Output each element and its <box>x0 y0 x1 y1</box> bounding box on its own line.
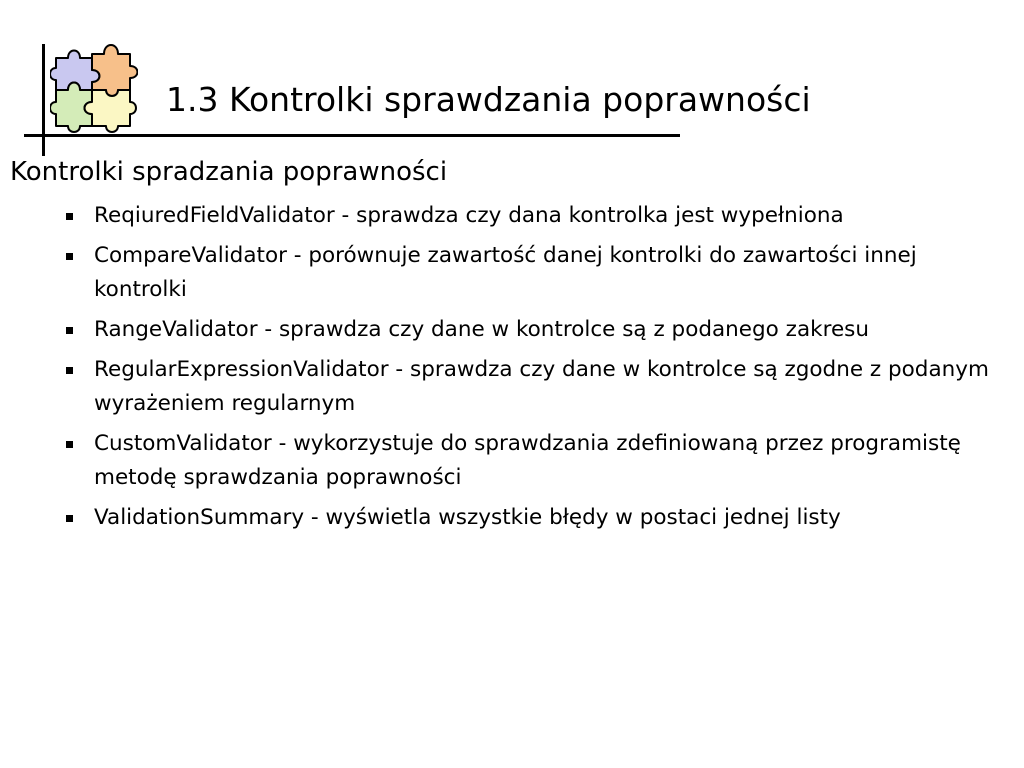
section-heading: Kontrolki spradzania poprawności <box>10 157 448 187</box>
slide-title: 1.3 Kontrolki sprawdzania poprawności <box>166 80 811 119</box>
puzzle-piece-top-right <box>92 45 138 96</box>
list-item-text: CompareValidator - porównuje zawartość danej kontrolki do zawartości innej kontrolki <box>94 243 917 302</box>
list-item-text: CustomValidator - wykorzystuje do sprawdzania zdefiniowaną przez programistę metodę sprawdzania poprawności <box>94 431 961 490</box>
title-horizontal-rule <box>24 134 680 137</box>
puzzle-piece-bottom-right <box>85 90 137 132</box>
list-item-text: RangeValidator - sprawdza czy dane w kontrolce są z podanego zakresu <box>94 317 870 342</box>
list-item <box>64 501 1014 535</box>
list-item-text: ReqiuredFieldValidator - sprawdza czy dana kontrolka jest wypełniona <box>94 203 844 228</box>
list-item <box>64 199 1014 233</box>
list-item <box>64 353 1014 421</box>
bullet-list <box>64 199 1014 541</box>
list-item <box>64 427 1014 495</box>
square-bullet-icon <box>66 441 73 448</box>
list-item <box>64 313 1014 347</box>
list-item-text: ValidationSummary - wyświetla wszystkie błędy w postaci jednej listy <box>94 505 841 530</box>
square-bullet-icon <box>66 515 73 522</box>
square-bullet-icon <box>66 253 73 260</box>
puzzle-pieces-icon <box>50 40 138 134</box>
list-item-text: RegularExpressionValidator - sprawdza czy dane w kontrolce są zgodne z podanym wyrażeniem regularnym <box>94 357 989 416</box>
title-vertical-rule <box>42 44 45 156</box>
square-bullet-icon <box>66 327 73 334</box>
square-bullet-icon <box>66 367 73 374</box>
square-bullet-icon <box>66 213 73 220</box>
list-item <box>64 239 1014 307</box>
